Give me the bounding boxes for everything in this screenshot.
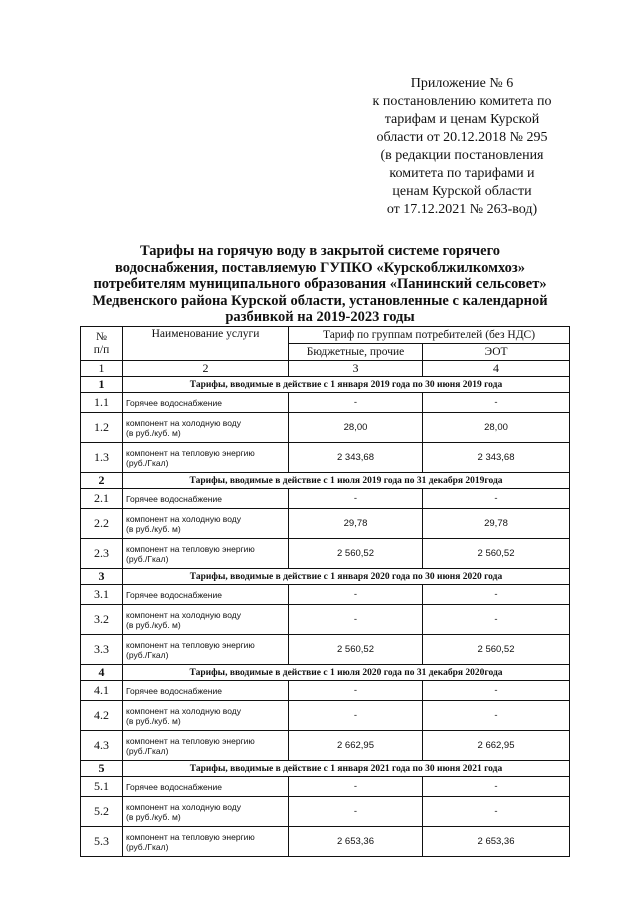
section-number: 2 — [81, 473, 123, 489]
appendix-line: от 17.12.2021 № 263-вод) — [386, 202, 538, 217]
eot-tariff: - — [423, 681, 570, 701]
budget-tariff: 2 560,52 — [289, 635, 423, 665]
section-number: 3 — [81, 569, 123, 585]
row-number: 3.1 — [81, 585, 123, 605]
eot-tariff: 2 560,52 — [423, 539, 570, 569]
table-row — [81, 509, 570, 539]
section-title: Тарифы, вводимые в действие с 1 января 2019 года по 30 июня 2019 года — [123, 377, 570, 393]
budget-tariff: - — [289, 585, 423, 605]
service-name: Горячее водоснабжение — [123, 585, 289, 605]
budget-tariff: - — [289, 605, 423, 635]
service-name: компонент на холодную воду (в руб./куб. м) — [123, 413, 289, 443]
service-name: Горячее водоснабжение — [123, 489, 289, 509]
eot-tariff: - — [423, 585, 570, 605]
eot-tariff: 2 653,36 — [423, 827, 570, 857]
table-row — [81, 731, 570, 761]
table-row — [81, 489, 570, 509]
budget-tariff: 29,78 — [289, 509, 423, 539]
service-name: Горячее водоснабжение — [123, 393, 289, 413]
row-number: 4.2 — [81, 701, 123, 731]
row-number: 2.1 — [81, 489, 123, 509]
row-number: 4.3 — [81, 731, 123, 761]
header-eot: ЭОТ — [423, 344, 570, 361]
appendix-line: к постановлению комитета по — [372, 94, 552, 109]
table-row — [81, 681, 570, 701]
service-name: компонент на холодную воду (в руб./куб. м) — [123, 509, 289, 539]
eot-tariff: - — [423, 701, 570, 731]
header-tariff-group: Тариф по группам потребителей (без НДС) — [289, 327, 570, 344]
col-number: 3 — [289, 361, 423, 377]
appendix-line: тарифам и ценам Курской — [384, 112, 540, 127]
row-number: 1.3 — [81, 443, 123, 473]
budget-tariff: 28,00 — [289, 413, 423, 443]
table-row — [81, 797, 570, 827]
eot-tariff: - — [423, 777, 570, 797]
row-number: 1.1 — [81, 393, 123, 413]
row-number: 5.3 — [81, 827, 123, 857]
title-line: потребителям муниципального образования «Панинский сельсовет» — [93, 276, 547, 292]
service-name: компонент на тепловую энергию (руб./Гкал) — [123, 443, 289, 473]
table-row — [81, 605, 570, 635]
title-line: Тарифы на горячую воду в закрытой системе горячего — [139, 243, 501, 259]
appendix-line: (в редакции постановления — [380, 148, 544, 163]
table-row — [81, 393, 570, 413]
section-header-row — [81, 377, 570, 393]
table-row — [81, 701, 570, 731]
row-number: 4.1 — [81, 681, 123, 701]
service-name: Горячее водоснабжение — [123, 681, 289, 701]
appendix-line: комитета по тарифами и — [389, 166, 535, 181]
row-number: 2.2 — [81, 509, 123, 539]
section-title: Тарифы, вводимые в действие с 1 июля 2020 года по 31 декабря 2020года — [123, 665, 570, 681]
col-number: 1 — [81, 361, 123, 377]
section-header-row — [81, 761, 570, 777]
header-budget: Бюджетные, прочие — [289, 344, 423, 361]
table-row — [81, 539, 570, 569]
table-row — [81, 443, 570, 473]
table-row — [81, 777, 570, 797]
row-number: 1.2 — [81, 413, 123, 443]
section-number: 1 — [81, 377, 123, 393]
eot-tariff: 2 560,52 — [423, 635, 570, 665]
eot-tariff: - — [423, 605, 570, 635]
col-number: 4 — [423, 361, 570, 377]
budget-tariff: 2 560,52 — [289, 539, 423, 569]
tariff-table — [80, 326, 570, 857]
section-number: 5 — [81, 761, 123, 777]
header-no: № п/п — [81, 327, 123, 361]
service-name: компонент на тепловую энергию (руб./Гкал) — [123, 731, 289, 761]
eot-tariff: - — [423, 797, 570, 827]
budget-tariff: 2 662,95 — [289, 731, 423, 761]
row-number: 2.3 — [81, 539, 123, 569]
service-name: компонент на холодную воду (в руб./куб. м) — [123, 701, 289, 731]
budget-tariff: - — [289, 777, 423, 797]
appendix-line: Приложение № 6 — [410, 76, 514, 91]
row-number: 5.2 — [81, 797, 123, 827]
budget-tariff: - — [289, 797, 423, 827]
section-header-row — [81, 665, 570, 681]
section-title: Тарифы, вводимые в действие с 1 января 2021 года по 30 июня 2021 года — [123, 761, 570, 777]
eot-tariff: 29,78 — [423, 509, 570, 539]
col-number: 2 — [123, 361, 289, 377]
document-title — [70, 243, 570, 326]
appendix-block — [352, 75, 572, 219]
budget-tariff: 2 343,68 — [289, 443, 423, 473]
budget-tariff: - — [289, 393, 423, 413]
table-row — [81, 635, 570, 665]
row-number: 3.2 — [81, 605, 123, 635]
eot-tariff: - — [423, 489, 570, 509]
service-name: компонент на холодную воду (в руб./куб. м) — [123, 605, 289, 635]
budget-tariff: - — [289, 489, 423, 509]
section-number: 4 — [81, 665, 123, 681]
service-name: компонент на тепловую энергию (руб./Гкал) — [123, 539, 289, 569]
eot-tariff: - — [423, 393, 570, 413]
section-header-row — [81, 473, 570, 489]
table-row — [81, 827, 570, 857]
section-header-row — [81, 569, 570, 585]
section-title: Тарифы, вводимые в действие с 1 января 2020 года по 30 июня 2020 года — [123, 569, 570, 585]
service-name: компонент на тепловую энергию (руб./Гкал) — [123, 635, 289, 665]
appendix-line: ценам Курской области — [392, 184, 532, 199]
title-line: водоснабжения, поставляемую ГУПКО «Курскоблжилкомхоз» — [115, 259, 525, 276]
header-service-name: Наименование услуги — [123, 327, 289, 361]
appendix-line: области от 20.12.2018 № 295 — [376, 130, 548, 145]
eot-tariff: 28,00 — [423, 413, 570, 443]
table-row — [81, 413, 570, 443]
row-number: 3.3 — [81, 635, 123, 665]
title-line: Медвенского района Курской области, установленные с календарной — [92, 292, 548, 309]
eot-tariff: 2 662,95 — [423, 731, 570, 761]
eot-tariff: 2 343,68 — [423, 443, 570, 473]
service-name: компонент на тепловую энергию (руб./Гкал) — [123, 827, 289, 857]
budget-tariff: - — [289, 681, 423, 701]
budget-tariff: - — [289, 701, 423, 731]
title-line: разбивкой на 2019-2023 годы — [225, 309, 415, 325]
section-title: Тарифы, вводимые в действие с 1 июля 2019 года по 31 декабря 2019года — [123, 473, 570, 489]
table-row — [81, 585, 570, 605]
row-number: 5.1 — [81, 777, 123, 797]
budget-tariff: 2 653,36 — [289, 827, 423, 857]
service-name: компонент на холодную воду (в руб./куб. м) — [123, 797, 289, 827]
service-name: Горячее водоснабжение — [123, 777, 289, 797]
